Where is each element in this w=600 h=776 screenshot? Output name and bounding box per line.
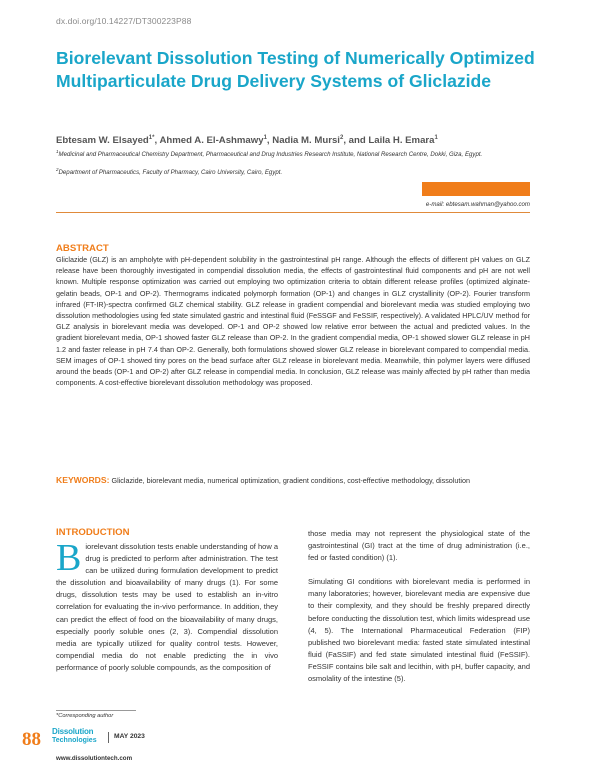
doi-link[interactable]: dx.doi.org/10.14227/DT300223P88 <box>56 16 192 26</box>
intro-paragraph: those media may not represent the physiological state of the gastrointestinal (GI) tract at the time of drug administration (i.e., fed or fasted condition) (1). <box>308 529 530 563</box>
keywords-text: Gliclazide, biorelevant media, numerical optimization, gradient conditions, cost-effective methodology, dissolution <box>111 476 470 485</box>
author-sup: 1 <box>434 135 438 141</box>
affiliation-text: Medicinal and Pharmaceutical Chemistry Department, Pharmaceutical and Drug Industries Research Institute, National Research Centre, Dokki, Giza, Egypt. <box>58 151 483 159</box>
page-number: 88 <box>22 729 41 750</box>
accent-bar <box>422 182 530 196</box>
footnote-divider <box>56 710 136 711</box>
corresponding-author-note: *Corresponding author <box>56 713 114 719</box>
introduction-heading: INTRODUCTION <box>56 527 130 538</box>
author-list: Ebtesam W. Elsayed$^{1*}$, Ahmed A. El-Ashmawy$^1$, Nadia M. Mursi$^2$, and Laila H. Emara$^1$ <box>56 135 438 147</box>
keywords-label: KEYWORDS: <box>56 475 110 485</box>
intro-paragraph <box>56 537 278 674</box>
author-name: Ahmed A. El-Ashmawy <box>159 135 264 147</box>
author-name: Nadia M. Mursi <box>272 135 340 147</box>
abstract-heading: ABSTRACT <box>56 243 109 254</box>
affiliation-sup: 2 <box>56 167 59 172</box>
author-name: Ebtesam W. Elsayed <box>56 135 149 147</box>
affiliation-1 <box>56 147 536 159</box>
abstract-body: Gliclazide (GLZ) is an ampholyte with pH-dependent solubility in the gastrointestinal pH range. Although the effects of different pH values on GLZ release have been thoroughly investigated in compendial dissolution media, the effects of gastrointestinal fluid components and pH are not well known. Multiple response optimization was carried out employing two optimization criteria to obtain different release profiles (optimized alginate-gelatin beads, OP-1 and OP-2). Thermograms indicated polymorph formation (OP-1) and changes in GLZ crystallinity (OP-2). Fourier transform infrared (FT-IR)-spectra confirmed GLZ chemical stability. GLZ release in gradient compendial and biorelevant media was studied employing two dissolution methodologies using fed state simulated gastric and intestinal fluid (FeSSGF and FeSSIF, respectively). A validated HPLC/UV method for GLZ analysis in biorelevant media was developed. OP-1 and OP-2 showed low relative error between the actual and predicted values. In the gradient biorelevant media, OP-1 showed faster GLZ release than OP-2. In the gradient compendial media, OP-1 showed slower GLZ release in pH 1.2 and faster release in pH 7.4 than OP-2. Generally, both formulations showed slower GLZ release in biorelevant compared to compendial media. SEM images of OP-1 showed tiny pores on the bead surface after GLZ release in biorelevant media. Meanwhile, thin polymer layers were diffused around the beads (OP-1 and OP-2) after GLZ release in compendial media. In conclusion, GLZ release was mainly affected by pH rather than media components. A cost-effective biorelevant dissolution methodology was proposed. <box>56 255 530 388</box>
intro-column-left <box>56 527 278 674</box>
journal-website[interactable]: www.dissolutiontech.com <box>56 755 133 762</box>
affiliation-text: Department of Pharmaceutics, Faculty of Pharmacy, Cairo University, Cairo, Egypt. <box>58 169 283 177</box>
journal-logo <box>52 727 112 753</box>
intro-left-text: iorelevant dissolution tests enable understanding of how a drug is predicted to perform after administration. The test can be utilized during formulation development to predict the dissolution and bioavailability of many drugs (1). For some drugs, dissolution tests may be used to establish an in-vitro correlation for evaluating the in-vivo performance. In addition, they can predict the effect of food on the bioavailability of many drugs, especially poorly soluble ones (2, 3). Compendial dissolution media are typically utilized for quality control tests. However, compendial media do not enable predicting the in vivo performance of poorly soluble compounds, as the composition of <box>56 542 278 672</box>
keywords <box>56 474 530 487</box>
issue-date: MAY 2023 <box>114 733 145 740</box>
affiliation-2 <box>56 165 536 177</box>
author-sup: 2 <box>339 135 344 141</box>
footer-separator <box>108 732 109 743</box>
intro-column-right <box>308 528 530 685</box>
corresponding-email[interactable]: e-mail: ebtesam.wahman@yahoo.com <box>425 201 530 208</box>
logo-line-1: Dissolution <box>52 727 94 736</box>
author-name: Laila H. Emara <box>368 135 435 147</box>
logo-line-2: Technologies <box>52 737 97 744</box>
header-divider <box>56 212 530 213</box>
article-title: Biorelevant Dissolution Testing of Numerically Optimized Multiparticulate Drug Delivery Systems of Gliclazide <box>56 48 535 91</box>
author-sup: 1 <box>263 135 267 141</box>
intro-paragraph: Simulating GI conditions with biorelevant media is performed in many laboratories; however, biorelevant media are expensive due to their complexity, and they should be freshly prepared directly before conducting the dissolution test, which limits widespread use (4, 5). The International Pharmaceutical Federation (FIP) published two biorelevant media: fasted state simulated intestinal fluid (FaSSIF) and fed state simulated intestinal fluid (FeSSIF). FeSSIF contains bile salt and lecithin, with pH, buffer capacity, and osmolality of the intestine (5). <box>308 577 530 684</box>
author-sup: 1* <box>148 135 155 141</box>
drop-cap: B <box>56 537 82 579</box>
affiliation-sup: 1 <box>56 149 59 154</box>
